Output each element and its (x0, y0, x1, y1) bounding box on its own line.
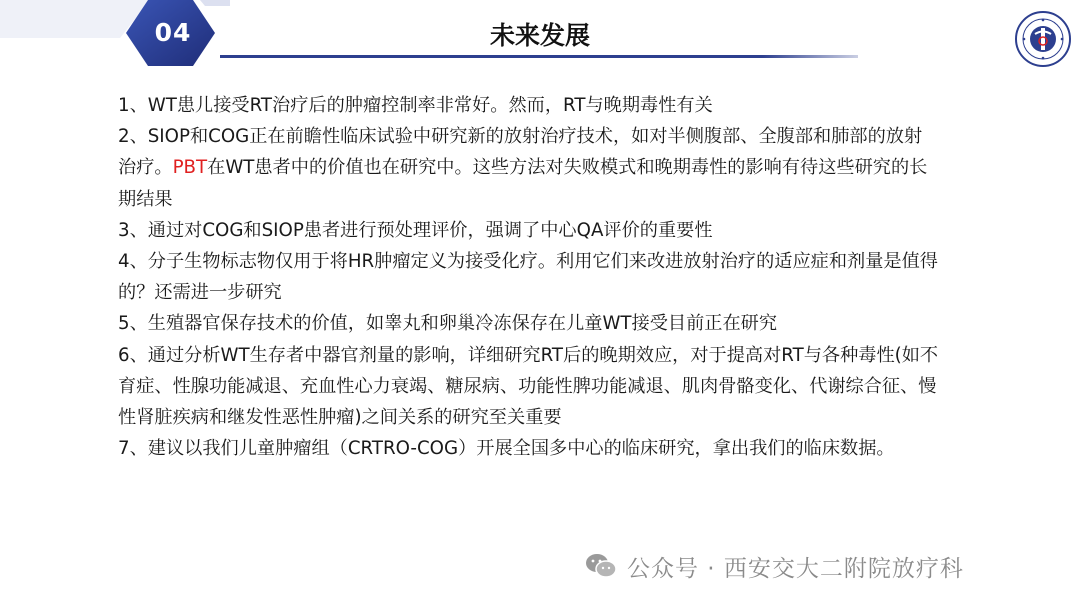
list-item-3: 3、通过对COG和SIOP患者进行预处理评价，强调了中心QA评价的重要性 (118, 219, 713, 241)
watermark-text: 公众号 · 西安交大二附院放疗科 (627, 555, 964, 582)
title-underline (220, 55, 858, 58)
content-body (118, 90, 940, 464)
pbt-highlight: PBT (172, 157, 208, 179)
wechat-icon (585, 552, 617, 580)
page-title: 未来发展 (489, 21, 590, 50)
list-item-6: 6、通过分析WT生存者中器官剂量的影响，详细研究RT后的晚期效应，对于提高对RT与各种毒性(如不育症、性腺功能减退、充血性心力衰竭、糖尿病、功能性脾功能减退、肌肉骨骼变化、代谢综合征、慢性肾脏疾病和继发性恶性肿瘤)之间关系的研究至关重要 (118, 344, 939, 429)
list-item-4: 4、分子生物标志物仅用于将HR肿瘤定义为接受化疗。利用它们来改进放射治疗的适应症和剂量是值得的？还需进一步研究 (118, 251, 938, 304)
list-item-7: 7、建议以我们儿童肿瘤组（CRTRO-COG）开展全国多中心的临床研究，拿出我们的临床数据。 (118, 438, 895, 460)
list-item-5: 5、生殖器官保存技术的价值，如睾丸和卵巢冷冻保存在儿童WT接受目前正在研究 (118, 313, 778, 335)
list-item-1: 1、WT患儿接受RT治疗后的肿瘤控制率非常好。然而，RT与晚期毒性有关 (118, 95, 713, 116)
watermark (585, 548, 964, 584)
hospital-logo-icon (1014, 10, 1072, 68)
list-item-2-part-2: 在WT患者中的价值也在研究中。这些方法对失败模式和晚期毒性的影响有待这些研究的长期结果 (118, 157, 928, 210)
section-number: 04 (154, 18, 192, 47)
list-item-2 (118, 121, 940, 215)
list-item-2-part-1: 2、SIOP和COG正在前瞻性临床试验中研究新的放射治疗技术，如对半侧腹部、全腹部和肺部的放射治疗。 (118, 126, 923, 179)
